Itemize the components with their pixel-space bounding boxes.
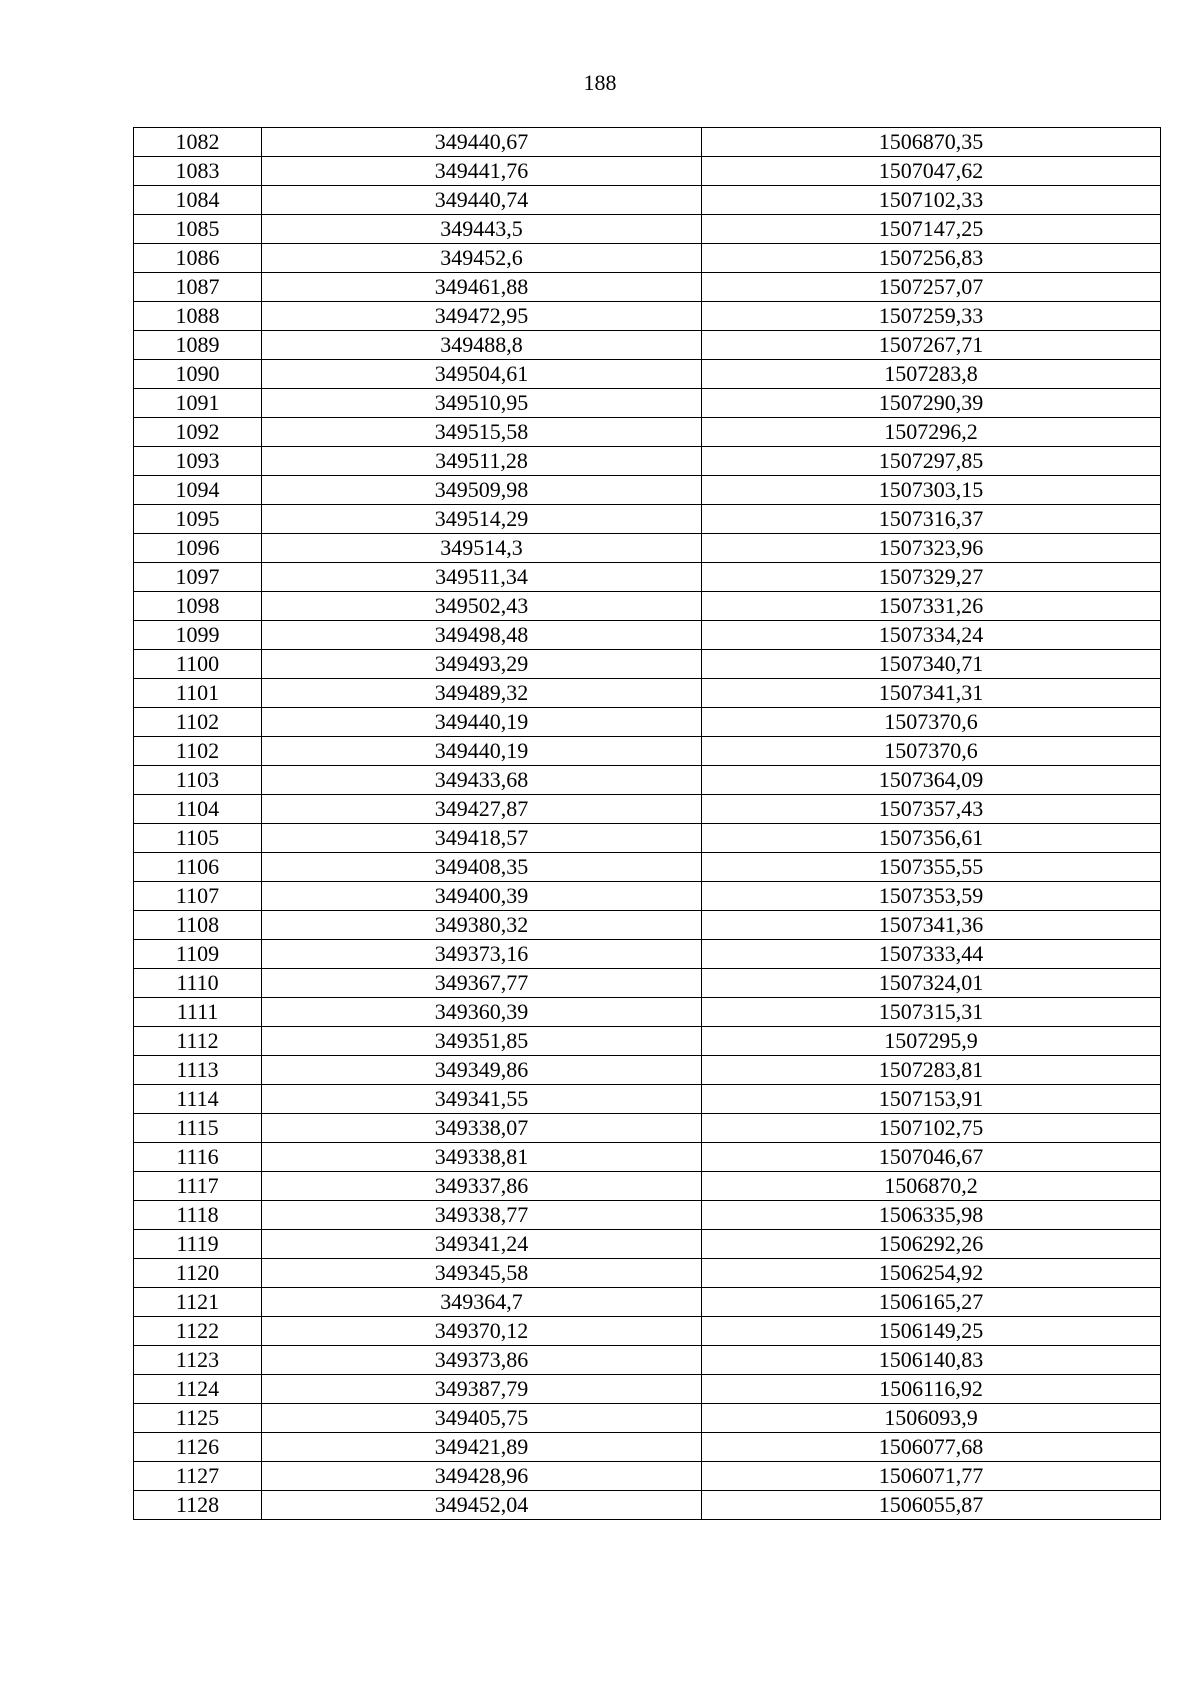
- x-coordinate-cell: 349421,89: [262, 1433, 702, 1462]
- table-row: [134, 1027, 1161, 1056]
- table-row: [134, 708, 1161, 737]
- y-coordinate-cell: 1506870,2: [702, 1172, 1161, 1201]
- table-row: [134, 1259, 1161, 1288]
- point-number-cell: 1103: [134, 766, 262, 795]
- page-number: 188: [583, 70, 617, 95]
- y-coordinate-cell: 1507324,01: [702, 969, 1161, 998]
- table-row: [134, 766, 1161, 795]
- x-coordinate-cell: 349433,68: [262, 766, 702, 795]
- x-coordinate-cell: 349510,95: [262, 389, 702, 418]
- table-row: [134, 331, 1161, 360]
- table-row: [134, 1317, 1161, 1346]
- x-coordinate-cell: 349489,32: [262, 679, 702, 708]
- y-coordinate-cell: 1507267,71: [702, 331, 1161, 360]
- y-coordinate-cell: 1507315,31: [702, 998, 1161, 1027]
- point-number-cell: 1108: [134, 911, 262, 940]
- y-coordinate-cell: 1507259,33: [702, 302, 1161, 331]
- x-coordinate-cell: 349428,96: [262, 1462, 702, 1491]
- x-coordinate-cell: 349472,95: [262, 302, 702, 331]
- point-number-cell: 1088: [134, 302, 262, 331]
- x-coordinate-cell: 349498,48: [262, 621, 702, 650]
- x-coordinate-cell: 349387,79: [262, 1375, 702, 1404]
- y-coordinate-cell: 1507047,62: [702, 157, 1161, 186]
- x-coordinate-cell: 349440,19: [262, 737, 702, 766]
- table-row: [134, 447, 1161, 476]
- table-row: [134, 418, 1161, 447]
- point-number-cell: 1099: [134, 621, 262, 650]
- point-number-cell: 1085: [134, 215, 262, 244]
- table-row: [134, 360, 1161, 389]
- y-coordinate-cell: 1507341,31: [702, 679, 1161, 708]
- table-row: [134, 1201, 1161, 1230]
- x-coordinate-cell: 349440,19: [262, 708, 702, 737]
- table-row: [134, 940, 1161, 969]
- table-row: [134, 650, 1161, 679]
- x-coordinate-cell: 349504,61: [262, 360, 702, 389]
- table-row: [134, 679, 1161, 708]
- table-row: [134, 1114, 1161, 1143]
- x-coordinate-cell: 349341,24: [262, 1230, 702, 1259]
- y-coordinate-cell: 1507290,39: [702, 389, 1161, 418]
- point-number-cell: 1090: [134, 360, 262, 389]
- y-coordinate-cell: 1507102,33: [702, 186, 1161, 215]
- table-row: [134, 157, 1161, 186]
- coordinates-table-body: [134, 128, 1161, 1520]
- y-coordinate-cell: 1507153,91: [702, 1085, 1161, 1114]
- table-row: [134, 998, 1161, 1027]
- point-number-cell: 1121: [134, 1288, 262, 1317]
- y-coordinate-cell: 1506093,9: [702, 1404, 1161, 1433]
- point-number-cell: 1098: [134, 592, 262, 621]
- x-coordinate-cell: 349373,86: [262, 1346, 702, 1375]
- point-number-cell: 1107: [134, 882, 262, 911]
- y-coordinate-cell: 1507334,24: [702, 621, 1161, 650]
- x-coordinate-cell: 349514,29: [262, 505, 702, 534]
- y-coordinate-cell: 1507340,71: [702, 650, 1161, 679]
- x-coordinate-cell: 349443,5: [262, 215, 702, 244]
- y-coordinate-cell: 1507341,36: [702, 911, 1161, 940]
- point-number-cell: 1095: [134, 505, 262, 534]
- y-coordinate-cell: 1507356,61: [702, 824, 1161, 853]
- point-number-cell: 1097: [134, 563, 262, 592]
- y-coordinate-cell: 1506292,26: [702, 1230, 1161, 1259]
- table-row: [134, 505, 1161, 534]
- table-row: [134, 1462, 1161, 1491]
- point-number-cell: 1089: [134, 331, 262, 360]
- y-coordinate-cell: 1507353,59: [702, 882, 1161, 911]
- x-coordinate-cell: 349452,04: [262, 1491, 702, 1520]
- y-coordinate-cell: 1506071,77: [702, 1462, 1161, 1491]
- y-coordinate-cell: 1507257,07: [702, 273, 1161, 302]
- x-coordinate-cell: 349349,86: [262, 1056, 702, 1085]
- y-coordinate-cell: 1506165,27: [702, 1288, 1161, 1317]
- x-coordinate-cell: 349338,07: [262, 1114, 702, 1143]
- x-coordinate-cell: 349373,16: [262, 940, 702, 969]
- y-coordinate-cell: 1506149,25: [702, 1317, 1161, 1346]
- x-coordinate-cell: 349337,86: [262, 1172, 702, 1201]
- table-row: [134, 1085, 1161, 1114]
- point-number-cell: 1094: [134, 476, 262, 505]
- point-number-cell: 1084: [134, 186, 262, 215]
- point-number-cell: 1118: [134, 1201, 262, 1230]
- point-number-cell: 1126: [134, 1433, 262, 1462]
- y-coordinate-cell: 1507295,9: [702, 1027, 1161, 1056]
- point-number-cell: 1119: [134, 1230, 262, 1259]
- table-row: [134, 215, 1161, 244]
- table-row: [134, 621, 1161, 650]
- table-row: [134, 563, 1161, 592]
- x-coordinate-cell: 349511,28: [262, 447, 702, 476]
- point-number-cell: 1096: [134, 534, 262, 563]
- table-row: [134, 534, 1161, 563]
- y-coordinate-cell: 1507333,44: [702, 940, 1161, 969]
- x-coordinate-cell: 349400,39: [262, 882, 702, 911]
- table-row: [134, 128, 1161, 157]
- point-number-cell: 1082: [134, 128, 262, 157]
- y-coordinate-cell: 1506870,35: [702, 128, 1161, 157]
- point-number-cell: 1105: [134, 824, 262, 853]
- coordinates-table: [133, 127, 1161, 1520]
- point-number-cell: 1128: [134, 1491, 262, 1520]
- y-coordinate-cell: 1506254,92: [702, 1259, 1161, 1288]
- y-coordinate-cell: 1507329,27: [702, 563, 1161, 592]
- point-number-cell: 1091: [134, 389, 262, 418]
- table-row: [134, 737, 1161, 766]
- table-row: [134, 1056, 1161, 1085]
- point-number-cell: 1100: [134, 650, 262, 679]
- x-coordinate-cell: 349367,77: [262, 969, 702, 998]
- x-coordinate-cell: 349488,8: [262, 331, 702, 360]
- point-number-cell: 1127: [134, 1462, 262, 1491]
- point-number-cell: 1116: [134, 1143, 262, 1172]
- table-row: [134, 824, 1161, 853]
- y-coordinate-cell: 1507364,09: [702, 766, 1161, 795]
- x-coordinate-cell: 349511,34: [262, 563, 702, 592]
- table-row: [134, 1375, 1161, 1404]
- x-coordinate-cell: 349427,87: [262, 795, 702, 824]
- x-coordinate-cell: 349341,55: [262, 1085, 702, 1114]
- x-coordinate-cell: 349441,76: [262, 157, 702, 186]
- y-coordinate-cell: 1506077,68: [702, 1433, 1161, 1462]
- y-coordinate-cell: 1506140,83: [702, 1346, 1161, 1375]
- x-coordinate-cell: 349380,32: [262, 911, 702, 940]
- table-row: [134, 1288, 1161, 1317]
- point-number-cell: 1101: [134, 679, 262, 708]
- y-coordinate-cell: 1506335,98: [702, 1201, 1161, 1230]
- point-number-cell: 1083: [134, 157, 262, 186]
- x-coordinate-cell: 349461,88: [262, 273, 702, 302]
- y-coordinate-cell: 1507331,26: [702, 592, 1161, 621]
- x-coordinate-cell: 349440,67: [262, 128, 702, 157]
- y-coordinate-cell: 1507357,43: [702, 795, 1161, 824]
- x-coordinate-cell: 349364,7: [262, 1288, 702, 1317]
- point-number-cell: 1122: [134, 1317, 262, 1346]
- x-coordinate-cell: 349405,75: [262, 1404, 702, 1433]
- x-coordinate-cell: 349515,58: [262, 418, 702, 447]
- table-row: [134, 476, 1161, 505]
- y-coordinate-cell: 1507297,85: [702, 447, 1161, 476]
- x-coordinate-cell: 349370,12: [262, 1317, 702, 1346]
- x-coordinate-cell: 349452,6: [262, 244, 702, 273]
- x-coordinate-cell: 349514,3: [262, 534, 702, 563]
- table-row: [134, 1433, 1161, 1462]
- x-coordinate-cell: 349509,98: [262, 476, 702, 505]
- y-coordinate-cell: 1507256,83: [702, 244, 1161, 273]
- table-row: [134, 795, 1161, 824]
- point-number-cell: 1112: [134, 1027, 262, 1056]
- y-coordinate-cell: 1507370,6: [702, 737, 1161, 766]
- point-number-cell: 1093: [134, 447, 262, 476]
- table-row: [134, 969, 1161, 998]
- y-coordinate-cell: 1507102,75: [702, 1114, 1161, 1143]
- y-coordinate-cell: 1506055,87: [702, 1491, 1161, 1520]
- y-coordinate-cell: 1507303,15: [702, 476, 1161, 505]
- table-row: [134, 1491, 1161, 1520]
- point-number-cell: 1102: [134, 737, 262, 766]
- point-number-cell: 1110: [134, 969, 262, 998]
- table-row: [134, 1230, 1161, 1259]
- point-number-cell: 1086: [134, 244, 262, 273]
- y-coordinate-cell: 1506116,92: [702, 1375, 1161, 1404]
- table-row: [134, 853, 1161, 882]
- x-coordinate-cell: 349418,57: [262, 824, 702, 853]
- point-number-cell: 1120: [134, 1259, 262, 1288]
- point-number-cell: 1109: [134, 940, 262, 969]
- table-row: [134, 273, 1161, 302]
- point-number-cell: 1117: [134, 1172, 262, 1201]
- y-coordinate-cell: 1507283,81: [702, 1056, 1161, 1085]
- table-row: [134, 302, 1161, 331]
- table-row: [134, 592, 1161, 621]
- y-coordinate-cell: 1507046,67: [702, 1143, 1161, 1172]
- x-coordinate-cell: 349338,77: [262, 1201, 702, 1230]
- point-number-cell: 1114: [134, 1085, 262, 1114]
- point-number-cell: 1087: [134, 273, 262, 302]
- point-number-cell: 1092: [134, 418, 262, 447]
- x-coordinate-cell: 349440,74: [262, 186, 702, 215]
- table-row: [134, 389, 1161, 418]
- point-number-cell: 1115: [134, 1114, 262, 1143]
- x-coordinate-cell: 349502,43: [262, 592, 702, 621]
- point-number-cell: 1106: [134, 853, 262, 882]
- table-row: [134, 1404, 1161, 1433]
- x-coordinate-cell: 349493,29: [262, 650, 702, 679]
- x-coordinate-cell: 349360,39: [262, 998, 702, 1027]
- y-coordinate-cell: 1507147,25: [702, 215, 1161, 244]
- table-row: [134, 1346, 1161, 1375]
- y-coordinate-cell: 1507316,37: [702, 505, 1161, 534]
- point-number-cell: 1102: [134, 708, 262, 737]
- y-coordinate-cell: 1507283,8: [702, 360, 1161, 389]
- table-row: [134, 186, 1161, 215]
- y-coordinate-cell: 1507370,6: [702, 708, 1161, 737]
- y-coordinate-cell: 1507296,2: [702, 418, 1161, 447]
- y-coordinate-cell: 1507323,96: [702, 534, 1161, 563]
- x-coordinate-cell: 349408,35: [262, 853, 702, 882]
- point-number-cell: 1113: [134, 1056, 262, 1085]
- table-row: [134, 882, 1161, 911]
- point-number-cell: 1124: [134, 1375, 262, 1404]
- y-coordinate-cell: 1507355,55: [702, 853, 1161, 882]
- x-coordinate-cell: 349345,58: [262, 1259, 702, 1288]
- point-number-cell: 1125: [134, 1404, 262, 1433]
- table-row: [134, 1143, 1161, 1172]
- x-coordinate-cell: 349338,81: [262, 1143, 702, 1172]
- table-row: [134, 244, 1161, 273]
- point-number-cell: 1104: [134, 795, 262, 824]
- table-row: [134, 911, 1161, 940]
- table-row: [134, 1172, 1161, 1201]
- point-number-cell: 1111: [134, 998, 262, 1027]
- point-number-cell: 1123: [134, 1346, 262, 1375]
- x-coordinate-cell: 349351,85: [262, 1027, 702, 1056]
